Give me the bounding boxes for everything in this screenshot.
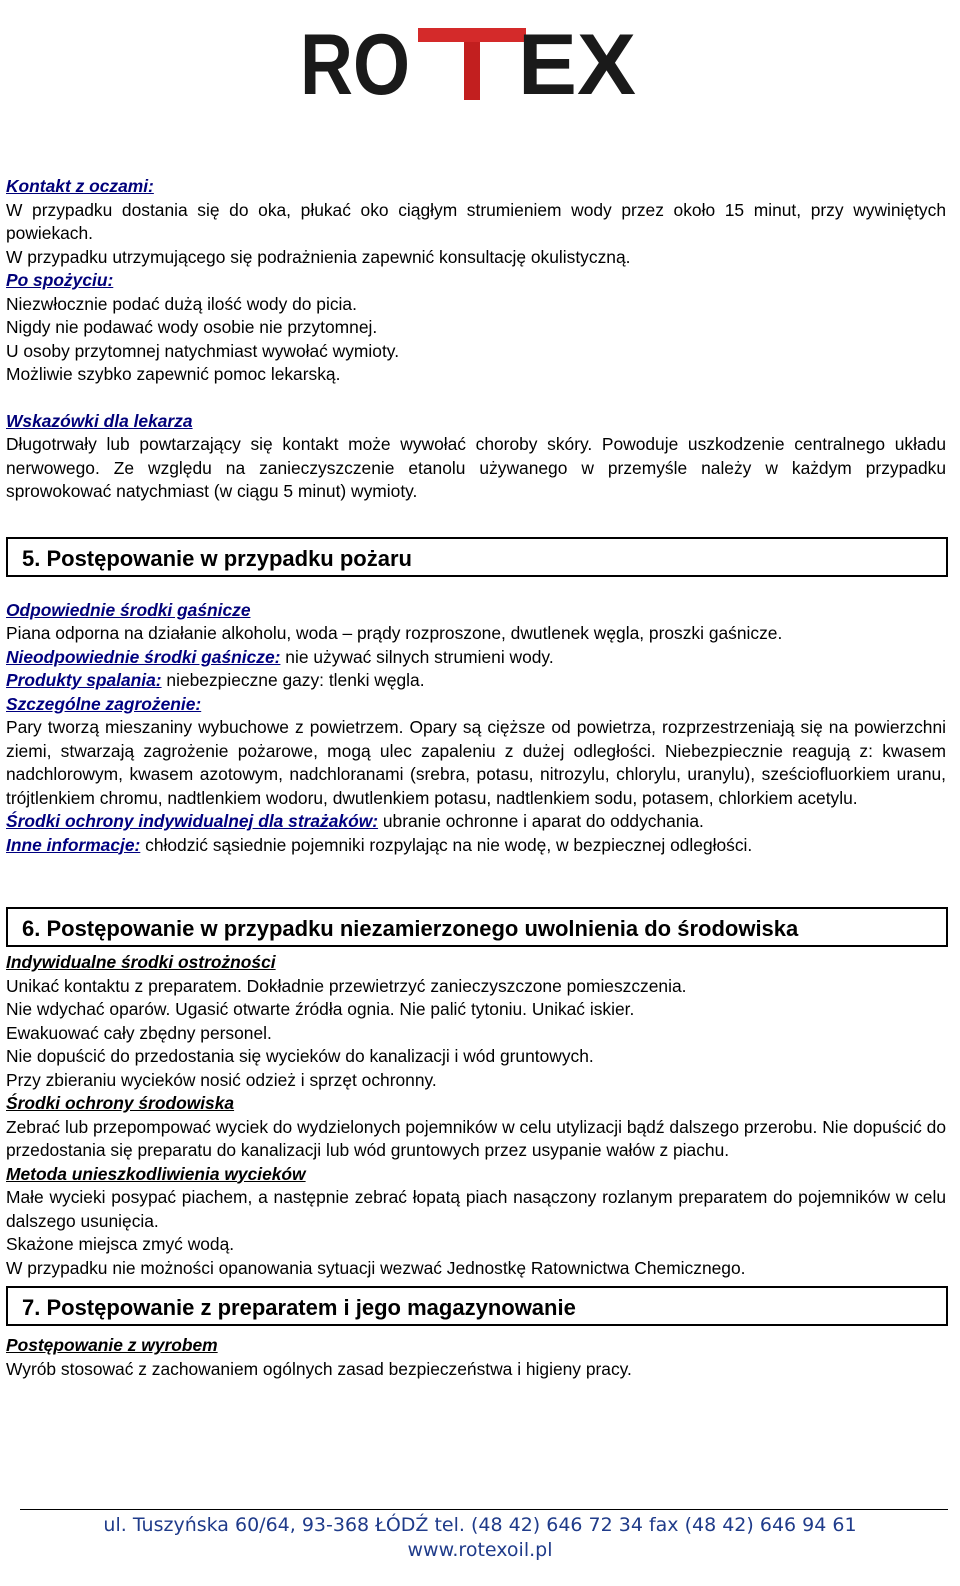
footer-website[interactable]: www.rotexoil.pl [407, 1539, 553, 1561]
cleanup-heading: Metoda unieszkodliwienia wycieków [6, 1163, 306, 1184]
cleanup-text-1: Małe wycieki posypać piachem, a następnie zebrać łopatą piach nasączony rozlanym preparatem do pojemników w celu dalszego usunięcia. [6, 1187, 946, 1231]
svg-text:EX: EX [518, 17, 636, 106]
ingestion-line: Nigdy nie podawać wody osobie nie przytomnej. [6, 317, 378, 337]
handling-text: Wyrób stosować z zachowaniem ogólnych zasad bezpieczeństwa i higieny pracy. [6, 1358, 632, 1379]
environment-text: Zebrać lub przepompować wyciek do wydzielonych pojemników w celu utylizacji bądź dalszego przerobu. Nie dopuścić do przedostania się preparatu do kanalizacji lub wód gruntowych przez usypanie wałów z piachu. [6, 1116, 946, 1160]
ingestion-line: Niezwłocznie podać dużą ilość wody do picia. [6, 293, 357, 314]
precautions-line: Ewakuować cały zbędny personel. [6, 1022, 272, 1043]
eyes-heading: Kontakt z oczami: [6, 176, 154, 196]
other-information: Inne informacje: chłodzić sąsiednie pojemniki rozpylając na nie wodę, w bezpiecznej odległości. [6, 834, 753, 855]
extinguishing-heading: Odpowiednie środki gaśnicze [6, 599, 251, 620]
precautions-heading: Indywidualne środki ostrożności [6, 952, 276, 972]
document-body [6, 175, 946, 1381]
handling-heading: Postępowanie z wyrobem [6, 1335, 218, 1355]
cleanup-text-2: Skażone miejsca zmyć wodą. [6, 1234, 235, 1254]
section-6-heading: 6. Postępowanie w przypadku niezamierzonego uwolnienia do środowiska [6, 907, 948, 947]
svg-text:RO: RO [300, 17, 410, 106]
footer-address: ul. Tuszyńska 60/64, 93-368 ŁÓDŹ tel. (48 42) 646 72 34 fax (48 42) 646 94 61 [103, 1514, 857, 1536]
section-5-heading: 5. Postępowanie w przypadku pożaru [6, 537, 948, 577]
precautions-line: Przy zbieraniu wycieków nosić odzież i sprzęt ochronny. [6, 1069, 437, 1090]
eyes-text-1: W przypadku dostania się do oka, płukać oko ciągłym strumieniem wody przez około 15 minut, przy wywiniętych powiekach. [6, 199, 946, 243]
doctor-text: Długotrwały lub powtarzający się kontakt może wywołać choroby skóry. Powoduje uszkodzenie centralnego układu nerwowego. Ze względu na zanieczyszczenie etanolu używanego w przemyśle należy w każdym przypadku sprowokować natychmiast (w ciągu 5 minut) wymioty. [6, 434, 946, 501]
hazard-text: Pary tworzą mieszaniny wybuchowe z powietrzem. Opary są cięższe od powietrza, rozprzestrzeniają się na powierzchni ziemi, stwarzają zagrożenie pożarowe, mogą ulec zapaleniu z dużej odległości. Niebezpiecznie reagują z: kwasem nadchlorowym, kwasem azotowym, nadchloranami (srebra, potasu, nitrozylu, chlorylu, uranylu), sześciofluorkiem uranu, trójtlenkiem chromu, nadtlenkiem wodoru, dwutlenkiem potasu, nadtlenkiem sodu, potasem, chlorkiem acetylu. [6, 717, 946, 808]
environment-heading: Środki ochrony środowiska [6, 1093, 235, 1113]
combustion-products: Produkty spalania: niebezpieczne gazy: tlenki węgla. [6, 670, 425, 690]
precautions-line: Nie dopuścić do przedostania się wycieków do kanalizacji i wód gruntowych. [6, 1046, 594, 1066]
unsuitable-extinguishing: Nieodpowiednie środki gaśnicze: nie używać silnych strumieni wody. [6, 646, 554, 667]
rotex-logo [300, 16, 640, 106]
precautions-line: Unikać kontaktu z preparatem. Dokładnie przewietrzyć zanieczyszczone pomieszczenia. [6, 975, 687, 996]
ingestion-line: Możliwie szybko zapewnić pomoc lekarską. [6, 364, 341, 384]
section-7-heading: 7. Postępowanie z preparatem i jego magazynowanie [6, 1286, 948, 1326]
cleanup-text-3: W przypadku nie możności opanowania sytuacji wezwać Jednostkę Ratownictwa Chemicznego. [6, 1257, 746, 1278]
doctor-heading: Wskazówki dla lekarza [6, 410, 193, 431]
footer-divider [20, 1509, 948, 1510]
ingestion-heading: Po spożyciu: [6, 270, 114, 290]
ingestion-line: U osoby przytomnej natychmiast wywołać wymioty. [6, 340, 400, 361]
extinguishing-text: Piana odporna na działanie alkoholu, woda – prądy rozproszone, dwutlenek węgla, proszki gaśnicze. [6, 623, 783, 643]
firefighter-ppe: Środki ochrony indywidualnej dla strażaków: ubranie ochronne i aparat do oddychania. [6, 811, 704, 831]
precautions-line: Nie wdychać oparów. Ugasić otwarte źródła ognia. Nie palić tytoniu. Unikać iskier. [6, 999, 635, 1019]
hazard-heading: Szczególne zagrożenie: [6, 693, 202, 714]
eyes-text-2: W przypadku utrzymującego się podrażnienia zapewnić konsultację okulistyczną. [6, 246, 631, 267]
